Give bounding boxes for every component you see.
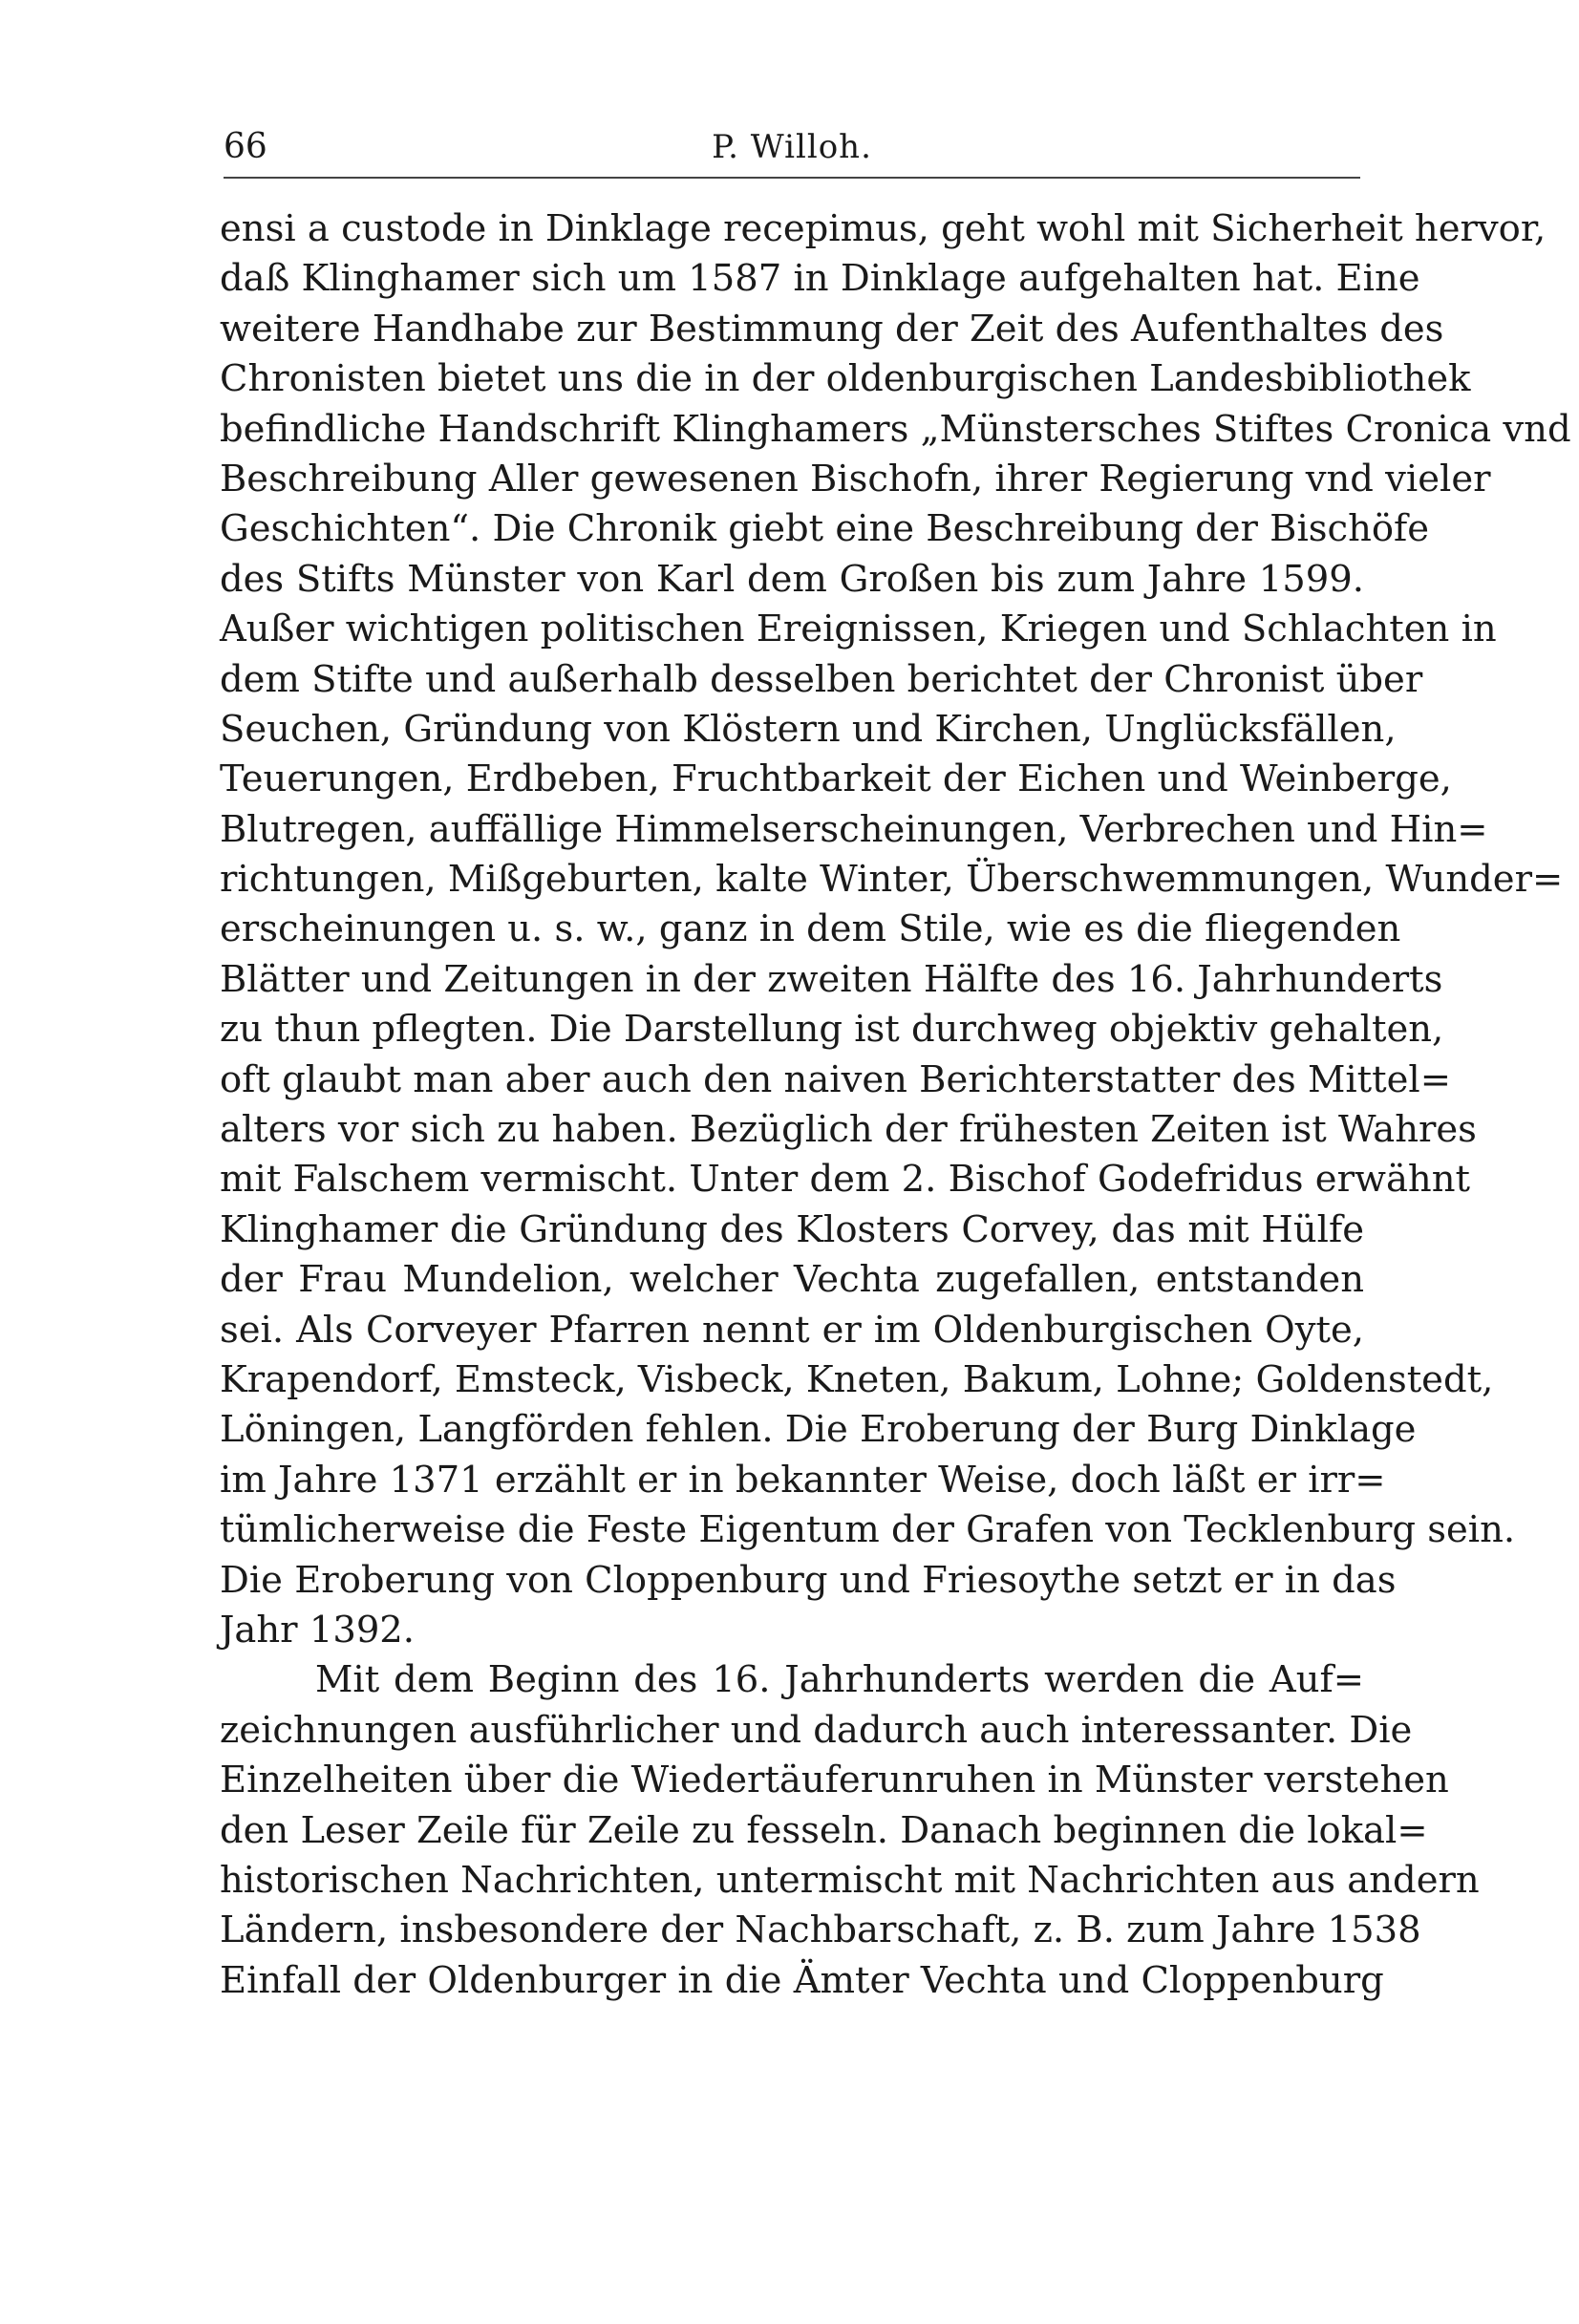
text-line: Beschreibung Aller gewesenen Bischofn, ihrer Regierung vnd vieler [220,457,1491,501]
text-line: Teuerungen, Erdbeben, Fruchtbarkeit der Eichen und Weinberge, [220,757,1452,801]
text-line: erscheinungen u. s. w., ganz in dem Stile, wie es die fliegenden [220,907,1401,951]
text-line: zeichnungen ausführlicher und dadurch auch interessanter. Die [220,1708,1413,1752]
text-line: oft glaubt man aber auch den naiven Berichterstatter des Mittel= [220,1057,1451,1101]
text-line: daß Klinghamer sich um 1587 in Dinklage aufgehalten hat. Eine [220,257,1420,301]
text-line: tümlicherweise die Feste Eigentum der Grafen von Tecklenburg sein. [220,1508,1516,1552]
text-line: Ländern, insbesondere der Nachbarschaft, z. B. zum Jahre 1538 [220,1908,1421,1952]
running-title: P. Willoh. [712,128,872,166]
text-line: sei. Als Corveyer Pfarren nennt er im Oldenburgischen Oyte, [220,1308,1364,1352]
text-line: der Frau Mundelion, welcher Vechta zugefallen, entstanden [220,1258,1364,1302]
text-line: historischen Nachrichten, untermischt mit Nachrichten aus andern [220,1858,1480,1902]
text-line: Außer wichtigen politischen Ereignissen, Kriegen und Schlachten in [220,608,1497,651]
page-number: 66 [224,127,267,166]
text-line: Löningen, Langförden fehlen. Die Eroberung der Burg Dinklage [220,1408,1417,1452]
text-line: Einfall der Oldenburger in die Ämter Vechta und Cloppenburg [220,1958,1384,2002]
text-line: ensi a custode in Dinklage recepimus, geht wohl mit Sicherheit hervor, [220,207,1547,250]
text-line: Krapendorf, Emsteck, Visbeck, Kneten, Bakum, Lohne; Goldenstedt, [220,1357,1494,1401]
text-line: Die Eroberung von Cloppenburg und Friesoythe setzt er in das [220,1558,1397,1602]
text-line: Geschichten“. Die Chronik giebt eine Beschreibung der Bischöfe [220,507,1430,551]
text-line: des Stifts Münster von Karl dem Großen bis zum Jahre 1599. [220,557,1364,601]
text-line: den Leser Zeile für Zeile zu fesseln. Danach beginnen die lokal= [220,1808,1428,1852]
text-line: befindliche Handschrift Klinghamers „Münstersches Stiftes Cronica vnd [220,407,1571,451]
text-line: weitere Handhabe zur Bestimmung der Zeit des Aufenthaltes des [220,307,1444,351]
text-line: Seuchen, Gründung von Klöstern und Kirchen, Unglücksfällen, [220,707,1397,751]
text-line: Einzelheiten über die Wiedertäuferunruhen in Münster verstehen [220,1759,1449,1802]
header-rule [224,177,1360,179]
text-line: Mit dem Beginn des 16. Jahrhunderts werden die Auf= [315,1658,1364,1702]
running-head [224,126,1360,174]
text-line: Klinghamer die Gründung des Klosters Corvey, das mit Hülfe [220,1207,1364,1251]
body-text [220,204,1571,2006]
text-line: Chronisten bietet uns die in der oldenburgischen Landesbibliothek [220,357,1471,401]
text-line: Jahr 1392. [220,1608,416,1652]
text-line: Blätter und Zeitungen in der zweiten Hälfte des 16. Jahrhunderts [220,957,1443,1001]
text-line: Blutregen, auffällige Himmelserscheinungen, Verbrechen und Hin= [220,807,1488,851]
text-line: alters vor sich zu haben. Bezüglich der frühesten Zeiten ist Wahres [220,1108,1477,1152]
text-line: mit Falschem vermischt. Unter dem 2. Bischof Godefridus erwähnt [220,1158,1470,1202]
text-line: richtungen, Mißgeburten, kalte Winter, Überschwemmungen, Wunder= [220,858,1564,902]
text-line: zu thun pflegten. Die Darstellung ist durchweg objektiv gehalten, [220,1008,1444,1052]
text-line: dem Stifte und außerhalb desselben berichtet der Chronist über [220,657,1423,701]
text-line: im Jahre 1371 erzählt er in bekannter Weise, doch läßt er irr= [220,1458,1386,1502]
